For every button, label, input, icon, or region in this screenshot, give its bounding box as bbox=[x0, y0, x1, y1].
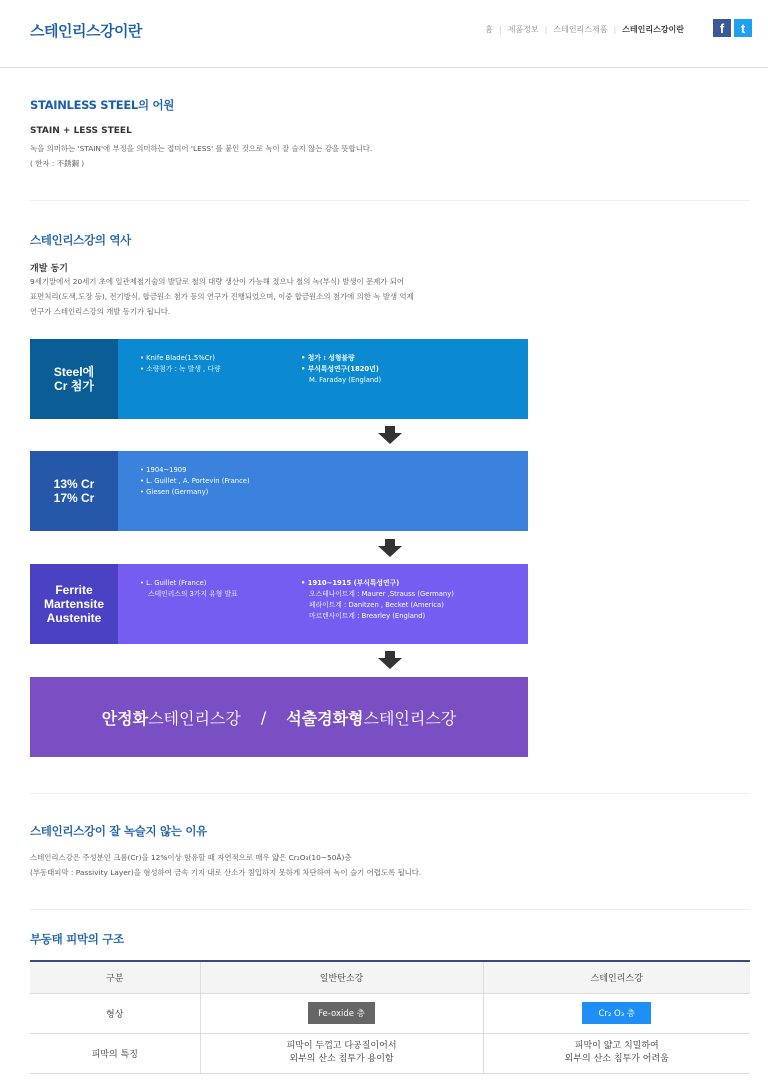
etymology-line: ( 한자 : 不銹鋼 ) bbox=[30, 159, 85, 168]
breadcrumb-separator: | bbox=[544, 25, 548, 34]
section-divider bbox=[30, 200, 750, 201]
breadcrumb-home[interactable]: 홈 bbox=[485, 25, 494, 34]
history-line: 표면처리(도색,도장 등), 전기방식, 합금원소 첨가 등의 연구가 진행되었으며, 이중 합금원소의 첨가에 의한 녹 발생 억제 bbox=[30, 292, 414, 301]
timeline-label-line: Steel에 bbox=[53, 365, 95, 379]
table-cell bbox=[200, 1033, 483, 1073]
etymology-line: 녹을 의미하는 'STAIN'에 부정을 의미하는 접미어 'LESS' 를 붙인 것으로 녹이 잘 슬지 않는 강을 뜻합니다. bbox=[30, 144, 373, 153]
timeline-label bbox=[30, 339, 118, 419]
timeline-entry: • 1910~1915 (부식특성연구) bbox=[301, 579, 400, 587]
timeline-entry: M. Faraday (England) bbox=[309, 376, 382, 384]
timeline-row bbox=[30, 339, 528, 419]
timeline-entry: 페라이트계 : Danitzen , Becket (America) bbox=[309, 601, 444, 609]
carbon-desc-line: 외부의 산소 침투가 용이함 bbox=[289, 1054, 394, 1064]
timeline-entry: 마르텐사이트계 : Brearley (England) bbox=[309, 612, 426, 620]
timeline-entry: • L. Guillet , A. Portevin (France) bbox=[140, 477, 250, 485]
timeline-label-line: Cr 첨가 bbox=[54, 379, 94, 393]
breadcrumb-separator: | bbox=[499, 25, 502, 34]
passive-film-table bbox=[30, 960, 750, 1074]
passive-film-title: 부동태 피막의 구조 bbox=[30, 932, 124, 946]
timeline-column bbox=[301, 578, 454, 622]
table-header: 스테인리스강 bbox=[483, 961, 750, 993]
stabilized-type-suffix: 스테인리스강 bbox=[148, 708, 241, 728]
timeline-row bbox=[30, 451, 528, 531]
row-label: 형상 bbox=[30, 993, 200, 1033]
section-divider bbox=[30, 793, 750, 794]
precipitation-type-suffix: 스테인리스강 bbox=[363, 708, 457, 728]
timeline-entry: 오스테나이트계 : Maurer ,Strauss (Germany) bbox=[309, 590, 454, 598]
timeline-column bbox=[140, 353, 221, 375]
facebook-icon[interactable]: f bbox=[713, 19, 731, 37]
timeline-entry: • 소량첨가 : 녹 발생 , 다량 bbox=[140, 365, 221, 373]
down-arrow-icon bbox=[378, 651, 402, 669]
timeline-entry: • 첨가 : 성형불량 bbox=[301, 354, 355, 362]
timeline-label-line: Ferrite bbox=[55, 583, 93, 597]
history-line: 연구가 스테인리스강의 개발 동기가 됩니다. bbox=[30, 307, 171, 316]
table-header-row bbox=[30, 961, 750, 993]
row-label: 피막의 특징 bbox=[30, 1033, 200, 1073]
timeline-row bbox=[30, 564, 528, 644]
down-arrow-icon bbox=[378, 426, 402, 444]
etymology-text bbox=[30, 141, 372, 171]
down-arrow-icon bbox=[378, 539, 402, 557]
timeline-entry: 스테인리스의 3가지 유형 발표 bbox=[148, 590, 238, 598]
carbon-desc-line: 피막이 두껍고 다공질이어서 bbox=[286, 1041, 397, 1051]
stainless-desc-line: 피막이 얇고 치밀하여 bbox=[574, 1041, 659, 1051]
timeline-label-line: 13% Cr bbox=[53, 477, 95, 491]
timeline-entry: • Knife Blade(1.5%Cr) bbox=[140, 354, 215, 362]
timeline-label bbox=[30, 451, 118, 531]
history-subtitle: 개발 동기 bbox=[30, 264, 68, 274]
breadcrumb bbox=[479, 24, 690, 35]
etymology-title: STAINLESS STEEL의 어원 bbox=[30, 98, 175, 112]
table-header: 구분 bbox=[30, 961, 200, 993]
fe-oxide-chip: Fe-oxide 층 bbox=[308, 1002, 375, 1024]
table-row bbox=[30, 1033, 750, 1073]
timeline-column bbox=[140, 578, 238, 600]
timeline-label-line: Austenite bbox=[46, 611, 102, 625]
timeline-label-line: 17% Cr bbox=[53, 491, 95, 505]
page-title: 스테인리스강이란 bbox=[30, 22, 142, 40]
corrosion-line: 스테인리스강은 주성분인 크롬(Cr)을 12%이상 함유할 때 자연적으로 매우 얇은 Cr₂O₃(10~50Å)층 bbox=[30, 853, 352, 862]
social-links bbox=[713, 19, 752, 37]
timeline-body bbox=[118, 564, 528, 644]
banner-slash: / bbox=[260, 707, 267, 727]
timeline-entry: • 부식특성연구(1820년) bbox=[301, 365, 379, 373]
cr2o3-chip: Cr₂ O₃ 층 bbox=[582, 1002, 651, 1024]
timeline-column bbox=[301, 353, 381, 386]
timeline-label-line: Martensite bbox=[43, 597, 105, 611]
table-row bbox=[30, 993, 750, 1033]
timeline-label bbox=[30, 564, 118, 644]
breadcrumb-current: 스테인리스강이란 bbox=[622, 25, 684, 34]
timeline-entry: • 1904~1909 bbox=[140, 466, 187, 474]
timeline-body bbox=[118, 339, 528, 419]
etymology-subtitle: STAIN + LESS STEEL bbox=[30, 126, 132, 136]
history-text bbox=[30, 274, 414, 319]
section-divider bbox=[30, 909, 750, 910]
timeline-entry: • L. Guillet (France) bbox=[140, 579, 207, 587]
twitter-icon[interactable]: t bbox=[734, 19, 752, 37]
history-title: 스테인리스강의 역사 bbox=[30, 233, 131, 247]
timeline-column bbox=[140, 465, 250, 498]
timeline-body bbox=[118, 451, 528, 531]
timeline-entry: • Giesen (Germany) bbox=[140, 488, 209, 496]
stabilized-type-label: 안정화 bbox=[101, 708, 149, 728]
table-cell bbox=[200, 993, 483, 1033]
page-header bbox=[0, 0, 768, 68]
breadcrumb-separator: | bbox=[613, 25, 617, 34]
history-line: 9세기말에서 20세기 초에 일관제철기술의 발달로 철의 대량 생산이 가능해 졌으나 철의 녹(부식) 발생이 문제가 되어 bbox=[30, 277, 405, 286]
precipitation-type-label: 석출경화형 bbox=[286, 708, 364, 728]
corrosion-resistance-title: 스테인리스강이 잘 녹슬지 않는 이유 bbox=[30, 824, 207, 838]
stainless-desc-line: 외부의 산소 침투가 어려움 bbox=[564, 1054, 669, 1064]
corrosion-resistance-text bbox=[30, 850, 421, 880]
breadcrumb-product-info[interactable]: 제품정보 bbox=[507, 25, 539, 34]
stainless-types-banner bbox=[30, 677, 528, 757]
breadcrumb-stainless-products[interactable]: 스테인리스제품 bbox=[553, 25, 608, 34]
table-cell bbox=[483, 1033, 750, 1073]
table-cell bbox=[483, 993, 750, 1033]
table-header: 일반탄소강 bbox=[200, 961, 483, 993]
corrosion-line: (부동태피막 : Passivity Layer)을 형성하여 금속 기지 내로 산소가 침입하지 못하게 차단하여 녹이 슬기 어렵도록 됩니다. bbox=[30, 868, 422, 877]
